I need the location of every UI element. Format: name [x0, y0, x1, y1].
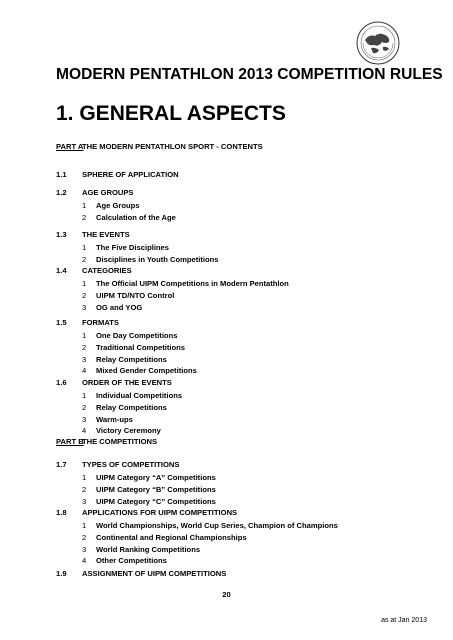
item-label: Continental and Regional Championships [96, 532, 247, 542]
item-number: 1 [82, 473, 87, 482]
uipm-logo [355, 20, 401, 66]
item-number: 3 [82, 496, 87, 506]
item-label: Warm-ups [96, 414, 133, 424]
part-title: THE COMPETITIONS [82, 437, 158, 446]
item-label: Calculation of the Age [96, 212, 176, 222]
item-number: 3 [82, 414, 87, 424]
section-title: FORMATS [82, 318, 119, 327]
part-label: PART B [56, 437, 84, 446]
item-number: 4 [82, 556, 87, 566]
section-title: AGE GROUPS [82, 188, 134, 197]
item-label: One Day Competitions [96, 331, 178, 340]
item-number: 2 [82, 254, 87, 264]
item-label: Relay Competitions [96, 354, 167, 364]
item-label: Other Competitions [96, 556, 167, 566]
item-label: UIPM Category “A” Competitions [96, 473, 216, 482]
item-number: 1 [82, 391, 87, 400]
item-label: The Five Disciplines [96, 243, 170, 252]
section-number: 1.4 [56, 266, 67, 275]
section-title: TYPES OF COMPETITIONS [82, 460, 180, 469]
section-title: SPHERE OF APPLICATION [82, 170, 179, 179]
item-label: World Championships, World Cup Series, Champion of Champions [96, 521, 338, 530]
item-number: 1 [82, 243, 87, 252]
section-title: ASSIGNMENT OF UIPM COMPETITIONS [82, 569, 227, 578]
item-label: The Official UIPM Competitions in Modern Pentathlon [96, 279, 289, 288]
page-number: 20 [222, 590, 231, 599]
item-label: World Ranking Competitions [96, 544, 201, 554]
item-number: 2 [82, 342, 87, 352]
item-label: Victory Ceremony [96, 426, 161, 436]
item-number: 3 [82, 544, 87, 554]
item-number: 2 [82, 484, 87, 494]
item-number: 2 [82, 402, 87, 412]
item-label: Disciplines in Youth Competitions [96, 254, 219, 264]
section-number: 1.8 [56, 508, 67, 517]
item-label: UIPM Category “C” Competitions [96, 496, 216, 506]
document-title: MODERN PENTATHLON 2013 COMPETITION RULES [56, 66, 443, 83]
item-label: Mixed Gender Competitions [96, 366, 197, 376]
item-number: 4 [82, 426, 87, 436]
item-number: 2 [82, 532, 87, 542]
section-number: 1.7 [56, 460, 67, 469]
section-title: ORDER OF THE EVENTS [82, 378, 172, 387]
item-number: 1 [82, 521, 87, 530]
part-b-heading [56, 437, 158, 446]
section-number: 1.3 [56, 230, 67, 239]
item-label: Relay Competitions [96, 402, 167, 412]
section-number: 1.1 [56, 170, 67, 179]
chapter-heading: 1. GENERAL ASPECTS [56, 102, 286, 125]
item-number: 2 [82, 290, 87, 300]
section-title: APPLICATIONS FOR UIPM COMPETITIONS [82, 508, 238, 517]
item-number: 1 [82, 279, 87, 288]
part-a-heading [56, 142, 263, 151]
part-label: PART A [56, 142, 84, 151]
item-number: 2 [82, 212, 87, 222]
item-label: UIPM TD/NTO Control [96, 290, 175, 300]
item-label: Age Groups [96, 201, 140, 210]
item-label: UIPM Category “B” Competitions [96, 484, 216, 494]
item-number: 3 [82, 302, 87, 312]
section-number: 1.6 [56, 378, 67, 387]
footer-date: as at Jan 2013 [381, 617, 427, 624]
section-title: CATEGORIES [82, 266, 132, 275]
item-label: Individual Competitions [96, 391, 183, 400]
item-label: OG and YOG [96, 302, 143, 312]
part-title: THE MODERN PENTATHLON SPORT - CONTENTS [82, 142, 263, 151]
section-title: THE EVENTS [82, 230, 130, 239]
section-number: 1.5 [56, 318, 67, 327]
item-number: 4 [82, 366, 87, 376]
item-number: 1 [82, 331, 87, 340]
item-number: 3 [82, 354, 87, 364]
section-number: 1.2 [56, 188, 67, 197]
section-number: 1.9 [56, 569, 67, 578]
item-label: Traditional Competitions [96, 342, 186, 352]
item-number: 1 [82, 201, 87, 210]
